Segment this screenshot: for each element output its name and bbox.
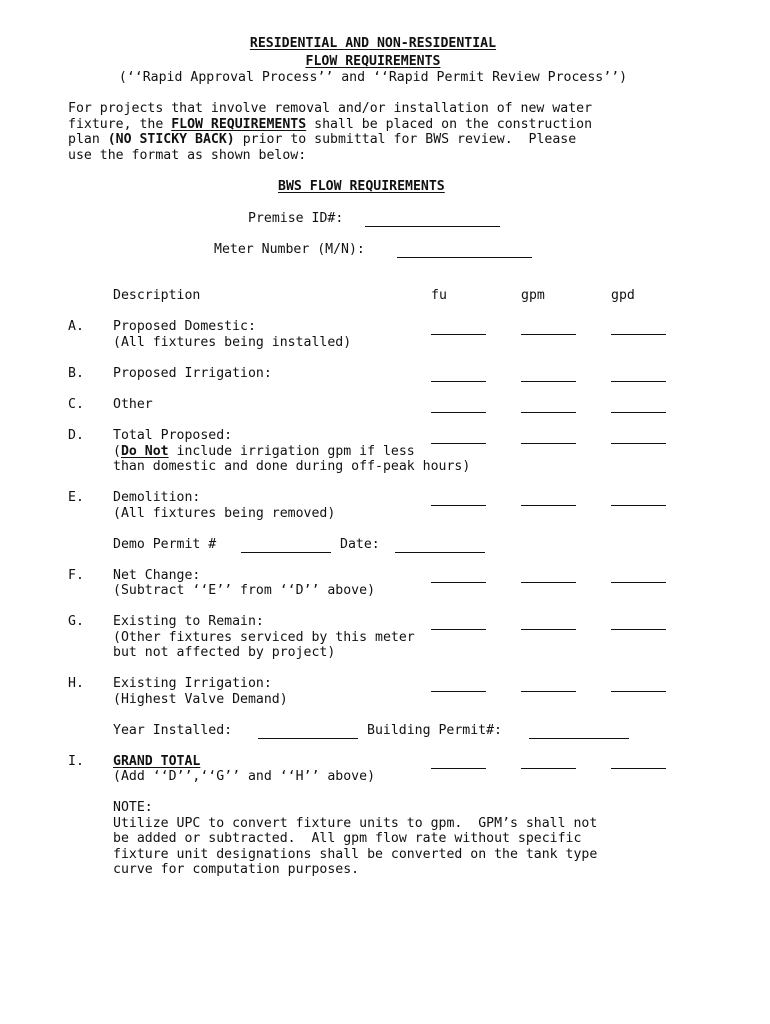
row-f-label: Net Change: xyxy=(113,568,201,583)
row-a-fu-field[interactable] xyxy=(431,334,486,335)
row-d-sub-2: than domestic and done during off-peak hours) xyxy=(113,459,471,474)
note-line-3: fixture unit designations shall be converted on the tank type xyxy=(113,847,598,862)
demo-permit-field[interactable] xyxy=(241,552,331,553)
row-i-fu-field[interactable] xyxy=(431,768,486,769)
row-b-fu-field[interactable] xyxy=(431,381,486,382)
row-d-label: Total Proposed: xyxy=(113,428,233,443)
row-g-fu-field[interactable] xyxy=(431,629,486,630)
row-h-gpm-field[interactable] xyxy=(521,691,576,692)
row-g-letter: G. xyxy=(68,614,84,629)
row-a-label: Proposed Domestic: xyxy=(113,319,256,334)
year-installed-field[interactable] xyxy=(258,738,358,739)
row-g-gpm-field[interactable] xyxy=(521,629,576,630)
row-h-gpd-field[interactable] xyxy=(611,691,666,692)
row-f-fu-field[interactable] xyxy=(431,582,486,583)
row-f-gpd-field[interactable] xyxy=(611,582,666,583)
building-permit-field[interactable] xyxy=(529,738,629,739)
row-i-sub: (Add ‘‘D’’,‘‘G’’ and ‘‘H’’ above) xyxy=(113,769,376,784)
row-d-gpd-field[interactable] xyxy=(611,443,666,444)
intro-line-4: use the format as shown below: xyxy=(68,148,307,163)
row-i-gpm-field[interactable] xyxy=(521,768,576,769)
row-c-gpm-field[interactable] xyxy=(521,412,576,413)
row-f-sub: (Subtract ‘‘E’’ from ‘‘D’’ above) xyxy=(113,583,376,598)
doc-title-line2: FLOW REQUIREMENTS xyxy=(305,54,441,69)
row-g-sub-1: (Other fixtures serviced by this meter xyxy=(113,630,415,645)
year-installed-label: Year Installed: xyxy=(113,723,233,738)
row-c-letter: C. xyxy=(68,397,84,412)
col-fu: fu xyxy=(431,288,447,303)
note-heading: NOTE: xyxy=(113,800,153,815)
form-heading: BWS FLOW REQUIREMENTS xyxy=(278,179,445,194)
row-i-letter: I. xyxy=(68,754,84,769)
row-d-letter: D. xyxy=(68,428,84,443)
row-b-gpd-field[interactable] xyxy=(611,381,666,382)
doc-subtitle: (‘‘Rapid Approval Process’’ and ‘‘Rapid Permit Review Process’’) xyxy=(118,70,628,85)
meter-number-field[interactable] xyxy=(397,257,532,258)
row-b-label: Proposed Irrigation: xyxy=(113,366,272,381)
row-e-sub: (All fixtures being removed) xyxy=(113,506,336,521)
row-f-letter: F. xyxy=(68,568,84,583)
demo-date-label: Date: xyxy=(340,537,380,552)
row-g-gpd-field[interactable] xyxy=(611,629,666,630)
col-gpd: gpd xyxy=(611,288,635,303)
row-e-gpd-field[interactable] xyxy=(611,505,666,506)
premise-id-field[interactable] xyxy=(365,226,500,227)
intro-line-1: For projects that involve removal and/or installation of new water xyxy=(68,101,593,116)
note-line-4: curve for computation purposes. xyxy=(113,862,360,877)
col-gpm: gpm xyxy=(521,288,545,303)
row-c-label: Other xyxy=(113,397,153,412)
meter-number-label: Meter Number (M/N): xyxy=(214,242,365,257)
row-i-gpd-field[interactable] xyxy=(611,768,666,769)
row-e-letter: E. xyxy=(68,490,84,505)
row-d-fu-field[interactable] xyxy=(431,443,486,444)
demo-permit-label: Demo Permit # xyxy=(113,537,217,552)
demo-date-field[interactable] xyxy=(395,552,485,553)
doc-title-line1: RESIDENTIAL AND NON-RESIDENTIAL xyxy=(249,36,497,51)
building-permit-label: Building Permit#: xyxy=(367,723,502,738)
row-a-gpd-field[interactable] xyxy=(611,334,666,335)
row-f-gpm-field[interactable] xyxy=(521,582,576,583)
row-g-label: Existing to Remain: xyxy=(113,614,264,629)
row-d-gpm-field[interactable] xyxy=(521,443,576,444)
row-a-sub: (All fixtures being installed) xyxy=(113,335,352,350)
row-b-letter: B. xyxy=(68,366,84,381)
row-h-sub: (Highest Valve Demand) xyxy=(113,692,288,707)
col-description: Description xyxy=(113,288,201,303)
row-g-sub-2: but not affected by project) xyxy=(113,645,336,660)
row-h-letter: H. xyxy=(68,676,84,691)
row-c-fu-field[interactable] xyxy=(431,412,486,413)
row-h-fu-field[interactable] xyxy=(431,691,486,692)
row-a-letter: A. xyxy=(68,319,84,334)
row-d-sub-1: (Do Not include irrigation gpm if less xyxy=(113,444,415,459)
row-e-fu-field[interactable] xyxy=(431,505,486,506)
row-h-label: Existing Irrigation: xyxy=(113,676,272,691)
note-line-2: be added or subtracted. All gpm flow rate without specific xyxy=(113,831,582,846)
row-a-gpm-field[interactable] xyxy=(521,334,576,335)
intro-line-3: plan (NO STICKY BACK) prior to submittal for BWS review. Please xyxy=(68,132,577,147)
intro-line-2: fixture, the FLOW REQUIREMENTS shall be placed on the construction xyxy=(68,117,593,132)
row-e-gpm-field[interactable] xyxy=(521,505,576,506)
row-i-label: GRAND TOTAL xyxy=(113,754,201,769)
row-e-label: Demolition: xyxy=(113,490,201,505)
row-b-gpm-field[interactable] xyxy=(521,381,576,382)
note-line-1: Utilize UPC to convert fixture units to gpm. GPM’s shall not xyxy=(113,816,598,831)
row-c-gpd-field[interactable] xyxy=(611,412,666,413)
premise-id-label: Premise ID#: xyxy=(248,211,344,226)
